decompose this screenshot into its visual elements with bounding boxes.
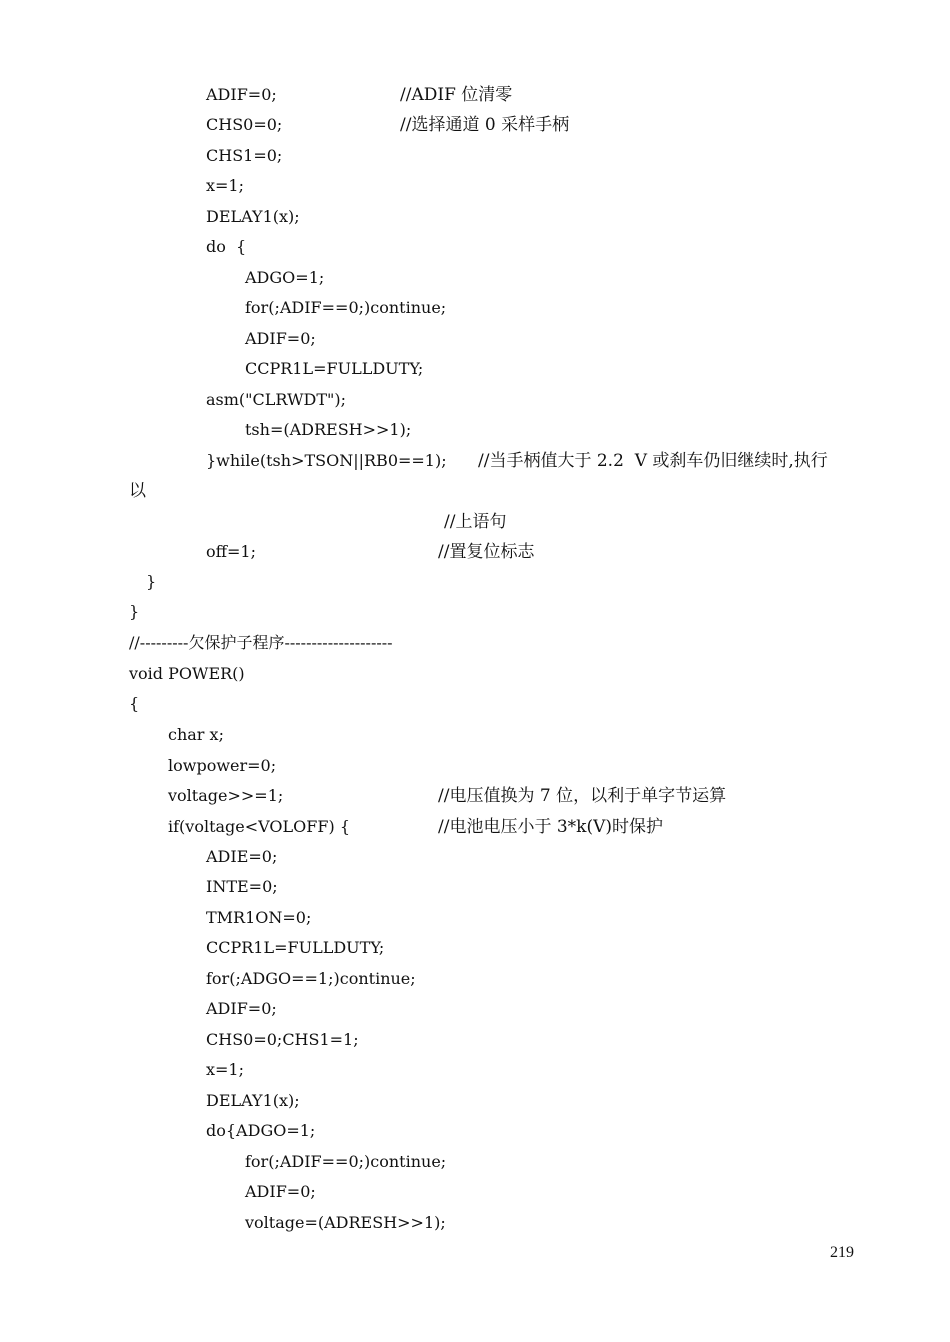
code-line: asm("CLRWDT"); <box>206 390 347 409</box>
code-line: if(voltage<VOLOFF) { <box>168 817 350 836</box>
code-line: ADIF=0; <box>245 329 316 348</box>
code-line: CCPR1L=FULLDUTY; <box>245 359 424 378</box>
code-line: DELAY1(x); <box>206 207 300 226</box>
code-comment: 以 <box>129 481 146 501</box>
code-line: TMR1ON=0; <box>206 908 312 927</box>
code-line: CHS0=0; <box>206 115 283 134</box>
code-line: do{ADGO=1; <box>206 1121 316 1140</box>
code-line: } <box>146 572 157 591</box>
code-line: //---------欠保护子程序-------------------- <box>129 633 393 652</box>
code-line: for(;ADIF==0;)continue; <box>245 1152 447 1171</box>
code-line: CHS0=0;CHS1=1; <box>206 1030 359 1049</box>
code-line: INTE=0; <box>206 877 278 896</box>
code-line: x=1; <box>206 1060 244 1079</box>
code-comment: //ADIF 位清零 <box>400 85 513 105</box>
code-line: do { <box>206 237 247 256</box>
code-line: for(;ADGO==1;)continue; <box>206 969 416 988</box>
code-line: CHS1=0; <box>206 146 283 165</box>
code-comment: //上语句 <box>444 512 507 532</box>
code-line: ADIF=0; <box>206 85 277 104</box>
page-number: 219 <box>830 1244 854 1261</box>
code-line: { <box>129 694 140 713</box>
code-comment: //当手柄值大于 2.2 V 或刹车仍旧继续时,执行 <box>478 451 828 471</box>
code-line: } <box>129 602 140 621</box>
code-comment: //选择通道 0 采样手柄 <box>400 115 570 135</box>
code-line: off=1; <box>206 542 256 561</box>
code-line: ADIF=0; <box>206 999 277 1018</box>
code-line: char x; <box>168 725 224 744</box>
code-line: for(;ADIF==0;)continue; <box>245 298 447 317</box>
code-comment: //置复位标志 <box>438 542 535 562</box>
code-comment: //电压值换为 7 位，以利于单字节运算 <box>438 786 727 806</box>
code-line: DELAY1(x); <box>206 1091 300 1110</box>
code-line: tsh=(ADRESH>>1); <box>245 420 412 439</box>
code-comment: //电池电压小于 3*k(V)时保护 <box>438 817 664 837</box>
code-line: voltage>>=1; <box>168 786 284 805</box>
code-line: ADIE=0; <box>206 847 278 866</box>
code-line: ADGO=1; <box>245 268 325 287</box>
code-line: CCPR1L=FULLDUTY; <box>206 938 385 957</box>
code-line: voltage=(ADRESH>>1); <box>245 1213 446 1232</box>
code-line: x=1; <box>206 176 244 195</box>
code-line: lowpower=0; <box>168 756 277 775</box>
code-line: }while(tsh>TSON||RB0==1); <box>206 451 447 470</box>
code-line: void POWER() <box>129 664 245 683</box>
code-line: ADIF=0; <box>245 1182 316 1201</box>
